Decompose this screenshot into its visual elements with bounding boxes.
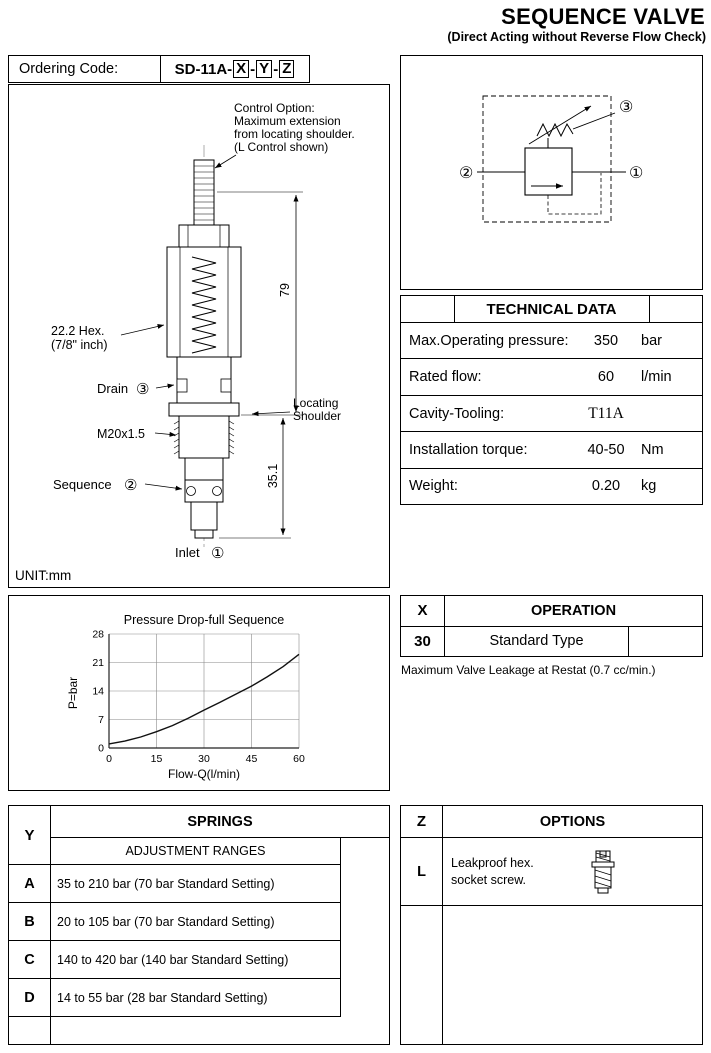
spring-row-b: 20 to 105 bar (70 bar Standard Setting) [51, 903, 340, 941]
springs-panel [8, 805, 390, 1045]
springs-rows [51, 838, 341, 1017]
symbol-graphics [477, 96, 626, 222]
ordering-code-label: Ordering Code: [9, 56, 161, 82]
page-title: SEQUENCE VALVE [501, 4, 705, 29]
tech-label: Installation torque: [409, 441, 528, 458]
tech-label: Rated flow: [409, 369, 482, 386]
hex-size-line-1: 22.2 Hex. [51, 324, 105, 338]
ordering-code-sep2: - [273, 60, 279, 78]
tech-value: 0.20 [591, 478, 621, 495]
drain-port-number: ③ [136, 381, 150, 398]
svg-text:14: 14 [92, 685, 104, 698]
chart-panel [8, 595, 390, 791]
springs-main-column [51, 806, 389, 1044]
port-2-number: ② [459, 165, 474, 182]
tech-row-weight [401, 469, 702, 504]
operation-leakage-note: Maximum Valve Leakage at Restat (0.7 cc/min.) [401, 663, 656, 677]
tech-value: T11A [588, 404, 624, 422]
operation-code: 30 [401, 627, 445, 657]
svg-text:7: 7 [98, 714, 104, 726]
option-l-text-line-2: socket screw. [451, 872, 527, 887]
options-panel [400, 805, 703, 1045]
ordering-code-y: Y [256, 60, 272, 79]
operation-row-filler [629, 627, 702, 657]
tech-unit: l/min [641, 369, 672, 386]
option-l-text-line-1: Leakproof hex. [451, 856, 534, 871]
operation-code-header: X [401, 596, 445, 626]
inlet-port-number: ① [211, 545, 225, 562]
unit-label: UNIT:mm [15, 568, 72, 583]
valve-drawing-panel [8, 84, 390, 588]
port-1-number: ① [629, 165, 644, 182]
adjustment-ranges-header: ADJUSTMENT RANGES [51, 838, 340, 865]
hydraulic-symbol-panel [400, 55, 703, 290]
tech-row-flow [401, 359, 702, 395]
hydraulic-symbol [401, 56, 702, 289]
option-l-row [443, 838, 702, 906]
ordering-code-z: Z [279, 60, 294, 79]
locating-shoulder-line-1: Locating [293, 396, 339, 410]
svg-text:60: 60 [293, 753, 305, 765]
dim-35-1: 35.1 [266, 463, 280, 489]
tech-unit: kg [641, 478, 657, 495]
tech-row-torque [401, 432, 702, 468]
operation-header-row [401, 596, 702, 627]
control-option-line-2: Maximum extension [234, 114, 341, 128]
svg-text:0: 0 [106, 753, 112, 765]
spring-row-c: 140 to 420 bar (140 bar Standard Setting) [51, 941, 340, 979]
technical-data-header [401, 296, 702, 323]
locating-shoulder-line-2: Shoulder [293, 409, 342, 423]
spring-row-d: 14 to 55 bar (28 bar Standard Setting) [51, 979, 340, 1017]
tech-label: Weight: [409, 478, 458, 495]
svg-text:30: 30 [198, 753, 210, 765]
port-3-number: ③ [619, 99, 634, 116]
pressure-drop-chart [9, 596, 389, 790]
inlet-label: Inlet [175, 545, 200, 560]
tech-value: 60 [597, 369, 615, 386]
sequence-port-number: ② [124, 477, 138, 494]
springs-code-column [9, 806, 51, 1044]
chart-title: Pressure Drop-full Sequence [123, 613, 285, 627]
spring-code-a: A [9, 865, 50, 903]
operation-panel [400, 595, 703, 657]
tech-value: 40-50 [587, 441, 625, 458]
spring-code-b: B [9, 903, 50, 941]
springs-code-header: Y [9, 806, 50, 865]
svg-text:0: 0 [98, 742, 104, 755]
ordering-code-box [8, 55, 310, 83]
options-code-column [401, 806, 443, 1044]
option-l-text [451, 855, 534, 888]
dim-79: 79 [278, 283, 292, 297]
tech-row-pressure [401, 323, 702, 359]
ordering-code-sep1: - [250, 60, 256, 78]
svg-text:45: 45 [245, 753, 258, 765]
tech-value: 350 [593, 332, 619, 349]
chart-xlabel: Flow-Q(l/min) [168, 767, 240, 781]
control-option-line-4: (L Control shown) [234, 140, 329, 154]
ordering-code-prefix: SD-11A- [174, 60, 233, 78]
spring-code-c: C [9, 941, 50, 979]
ordering-code-value [161, 56, 309, 82]
leakproof-screw-icon [582, 848, 624, 896]
technical-data-panel [400, 295, 703, 505]
spring-code-d: D [9, 979, 50, 1017]
tech-unit: Nm [641, 441, 664, 458]
valve-drawing [9, 85, 389, 587]
ordering-code-x: X [233, 60, 249, 79]
sequence-label: Sequence [53, 477, 112, 492]
tech-unit: bar [641, 332, 662, 349]
svg-text:15: 15 [150, 753, 163, 765]
chart-ylabel: P=bar [66, 676, 80, 710]
svg-text:28: 28 [92, 628, 104, 641]
svg-text:21: 21 [92, 657, 104, 669]
page-subtitle: (Direct Acting without Reverse Flow Check) [447, 30, 706, 44]
tech-row-cavity [401, 396, 702, 432]
springs-title: SPRINGS [51, 806, 389, 838]
operation-row-30 [401, 627, 702, 657]
control-option-line-1: Control Option: [234, 101, 315, 115]
operation-title: OPERATION [530, 602, 617, 619]
drain-label: Drain [97, 381, 129, 396]
spring-row-a: 35 to 210 bar (70 bar Standard Setting) [51, 865, 340, 903]
tech-label: Cavity-Tooling: [409, 405, 505, 422]
control-option-line-3: from locating shoulder. [234, 127, 355, 141]
chart-plot-area [92, 629, 305, 766]
options-main-column [443, 806, 702, 1044]
options-code-header: Z [401, 806, 442, 838]
options-title: OPTIONS [443, 806, 702, 838]
m20-thread-label: M20x1.5 [97, 427, 145, 441]
tech-label: Max.Operating pressure: [409, 332, 569, 349]
operation-type: Standard Type [445, 627, 629, 657]
hex-size-line-2: (7/8" inch) [51, 338, 108, 352]
technical-data-title: TECHNICAL DATA [454, 296, 650, 322]
option-l-code: L [401, 838, 442, 906]
